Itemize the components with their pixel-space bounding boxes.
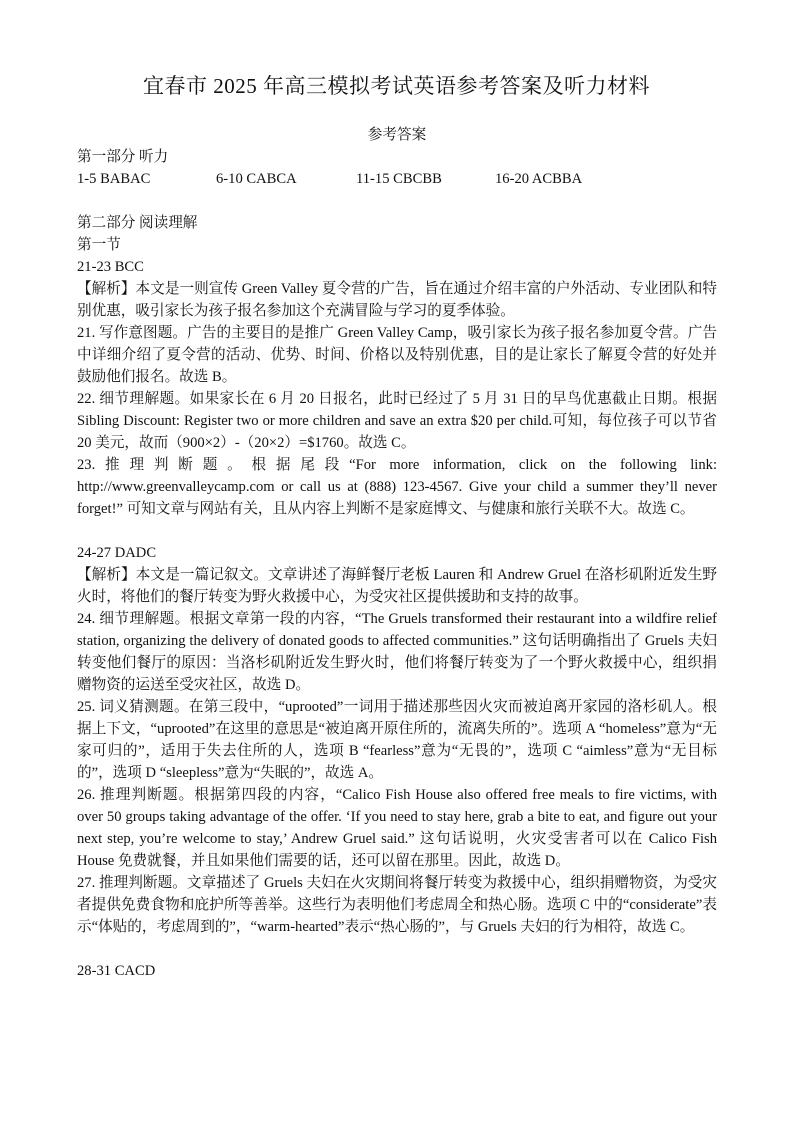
answer-group: 1-5 BABAC	[77, 171, 151, 187]
answer-block	[77, 542, 717, 938]
explanation-paragraph: 【解析】本文是一篇记叙文。文章讲述了海鲜餐厅老板 Lauren 和 Andrew Gruel 在洛杉矶附近发生野火时，将他们的餐厅转变为野火救援中心，为受灾社区提供援助和支持的故事。	[77, 567, 717, 605]
spacer	[77, 938, 717, 960]
spacer	[77, 190, 717, 212]
explanation-paragraph: 23.推理判断题。根据尾段“For more information, click on the following link: http://www.greenvalleycamp.com or call us at (888) 123-4567. Give your child a summer they’ll never forget!” 可知文章与网站有关，且从内容上判断不是家庭博文、与健康和旅行关联不大。故选 C。	[77, 457, 717, 517]
listening-answers	[77, 168, 717, 190]
part2-subheading: 第一节	[77, 237, 121, 253]
explanation-paragraph: 27. 推理判断题。文章描述了 Gruels 夫妇在火灾期间将餐厅转变为救援中心，组织捐赠物资，为受灾者提供免费食物和庇护所等善举。这些行为表明他们考虑周全和热心肠。选项 C 中的“considerate”表示“体贴的，考虑周到的”，“warm-hearted”表示“热心肠的”，与 Gruels 夫妇的行为相符，故选 C。	[77, 875, 717, 935]
explanation-paragraph: 22. 细节理解题。如果家长在 6 月 20 日报名，此时已经过了 5 月 31 日的早鸟优惠截止日期。根据 Sibling Discount: Register two or more children and save an extra $20 per child.可知，每位孩子可以节省 20 美元，故而（900×2）-（20×2）=$1760。故选 C。	[77, 391, 717, 451]
explanation-paragraph: 24. 细节理解题。根据文章第一段的内容，“The Gruels transformed their restaurant into a wildfire relief station, organizing the delivery of donated goods to affected communities.” 这句话明确指出了 Gruels 夫妇转变他们餐厅的原因：当洛杉矶附近发生野火时，他们将餐厅转变为了一个野火救援中心，组织捐赠物资的运送至受灾社区，故选 D。	[77, 611, 717, 693]
part1-heading: 第一部分 听力	[77, 149, 169, 165]
section-heading: 参考答案	[367, 127, 427, 143]
answer-group: 11-15 CBCBB	[356, 171, 442, 187]
answer-block	[77, 960, 717, 982]
explanation-paragraph: 25. 词义猜测题。在第三段中，“uprooted”一词用于描述那些因火灾而被迫离开家园的洛杉矶人。根据上下文，“uprooted”在这里的意思是“被迫离开原住所的，流离失所的”。选项 A “homeless”意为“无家可归的”，适用于失去住所的人，选项 B “fearless”意为“无畏的”，选项 C “aimless”意为“无目标的”，选项 D “sleepless”意为“失眠的”，故选 A。	[77, 699, 717, 781]
document-title: 宜春市 2025 年高三模拟考试英语参考答案及听力材料	[143, 74, 650, 98]
document-content	[77, 124, 717, 982]
explanation-paragraph: 26. 推理判断题。根据第四段的内容，“Calico Fish House also offered free meals to fire victims, with over 50 groups taking advantage of the offer. ‘If you need to stay here, grab a bite to eat, and figure out your next step, you’re welcome to stay,’ Andrew Gruel said.” 这句话说明，火灾受害者可以在 Calico Fish House 免费就餐，并且如果他们需要的话，还可以留在那里。因此，故选 D。	[77, 787, 717, 869]
answer-block	[77, 256, 717, 520]
part2-heading: 第二部分 阅读理解	[77, 215, 198, 231]
block-answer-key: 28-31 CACD	[77, 963, 156, 979]
explanation-paragraph: 21. 写作意图题。广告的主要目的是推广 Green Valley Camp，吸引家长为孩子报名参加夏令营。广告中详细介绍了夏令营的活动、优势、时间、价格以及特别优惠，目的是让家长了解夏令营的好处并鼓励他们报名。故选 B。	[77, 325, 717, 385]
spacer	[77, 520, 717, 542]
answer-group: 16-20 ACBBA	[495, 171, 583, 187]
explanation-paragraph: 【解析】本文是一则宣传 Green Valley 夏令营的广告，旨在通过介绍丰富的户外活动、专业团队和特别优惠，吸引家长为孩子报名参加这个充满冒险与学习的夏季体验。	[77, 281, 717, 319]
answer-group: 6-10 CABCA	[216, 171, 297, 187]
block-answer-key: 21-23 BCC	[77, 259, 144, 275]
block-answer-key: 24-27 DADC	[77, 545, 157, 561]
